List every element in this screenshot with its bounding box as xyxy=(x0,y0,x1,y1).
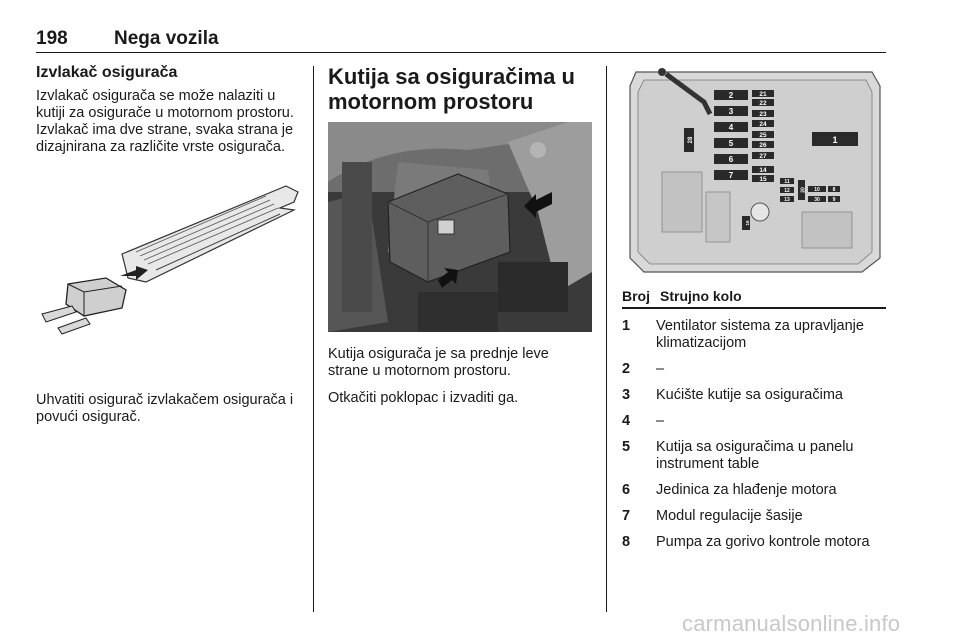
row-text: Kućište kutije sa osiguračima xyxy=(656,387,843,403)
fuse-label: 22 xyxy=(759,100,767,107)
fuse-label: 3 xyxy=(728,107,734,116)
fuse-label: 14 xyxy=(759,167,767,174)
fuse-label: 5 xyxy=(728,139,734,148)
fuse-label: 24 xyxy=(759,121,767,128)
fuse-label: 15 xyxy=(759,176,767,183)
column-header-number: Broj xyxy=(622,288,650,304)
column-fuse-assignment xyxy=(622,62,886,551)
row-number: 7 xyxy=(622,508,631,524)
fuse-box-diagram xyxy=(622,62,886,274)
fuse-label: 12 xyxy=(784,188,790,194)
fuse-label: 26 xyxy=(759,142,767,149)
column-divider xyxy=(313,66,314,612)
fuse-label: 13 xyxy=(784,197,790,203)
fuse-label: 21 xyxy=(759,91,767,98)
fuse-label: 9 xyxy=(832,197,836,203)
fuse-label: 23 xyxy=(759,111,767,118)
row-number: 6 xyxy=(622,482,631,498)
table-row xyxy=(622,534,886,551)
row-text: Jedinica za hlađenje motora xyxy=(656,482,837,498)
row-text: Pumpa za gorivo kontrole motora xyxy=(656,534,870,550)
fuse-label: 1 xyxy=(832,135,838,145)
watermark: carmanualsonline.info xyxy=(682,611,901,636)
fuse-label: 25 xyxy=(759,132,767,139)
fuse-label: 27 xyxy=(759,153,767,160)
fuse-extractor-illustration xyxy=(36,166,306,386)
paragraph: Kutija osigurača je sa prednje leve strane u motornom prostoru. xyxy=(328,346,549,379)
row-number: 1 xyxy=(622,318,631,334)
paragraph: Izvlakač osigurača se može nalaziti u kutiji za osigurače u motornom prostoru. Izvlakač ima dve strane, svaka strana je dizajnirana za različite vrste osigurača. xyxy=(36,88,294,155)
fuse-label: 28 xyxy=(688,136,694,144)
mini-fuse-icon xyxy=(42,278,126,334)
engine-compartment-photo xyxy=(328,122,592,332)
row-text: Modul regulacije šasije xyxy=(656,508,803,524)
fuse-label: 20 xyxy=(800,187,807,193)
table-row xyxy=(622,318,886,352)
table-row xyxy=(622,413,886,430)
column-divider xyxy=(606,66,607,612)
row-text: – xyxy=(656,361,665,377)
table-row xyxy=(622,439,886,473)
section-heading: Kutija sa osiguračima u motornom prostoru xyxy=(328,64,575,114)
paragraph: Otkačiti poklopac i izvaditi ga. xyxy=(328,390,519,406)
fuse-label: 7 xyxy=(728,171,734,180)
table-header xyxy=(622,288,886,309)
table-row xyxy=(622,361,886,378)
fuse-label: 6 xyxy=(728,155,734,164)
row-text: – xyxy=(656,413,665,429)
fuse-label: 4 xyxy=(728,123,734,132)
fuse-label: 2 xyxy=(728,91,734,100)
column-engine-fusebox xyxy=(328,62,592,417)
fuse-label: 16 xyxy=(745,220,750,226)
table-row xyxy=(622,482,886,499)
fuse-label: 10 xyxy=(814,187,820,193)
table-row xyxy=(622,508,886,525)
fastener-icon xyxy=(751,203,769,221)
row-number: 3 xyxy=(622,387,631,403)
table-row xyxy=(622,387,886,404)
row-text: Ventilator sistema za upravljanje klimatizacijom xyxy=(656,318,864,351)
section-heading: Izvlakač osigurača xyxy=(36,64,178,81)
column-fuse-extractor xyxy=(36,62,306,436)
fuse-label: 30 xyxy=(814,197,820,203)
row-number: 4 xyxy=(622,413,631,429)
page-header xyxy=(36,24,886,53)
column-header-circuit: Strujno kolo xyxy=(660,288,742,304)
row-number: 2 xyxy=(622,361,631,377)
cable-icon xyxy=(658,68,666,76)
chapter-title: Nega vozila xyxy=(114,28,219,49)
fuse-label: 8 xyxy=(832,187,836,193)
row-number: 8 xyxy=(622,534,631,550)
page-number: 198 xyxy=(36,28,68,49)
row-text: Kutija sa osiguračima u panelu instrument table xyxy=(656,439,854,472)
paragraph: Uhvatiti osigurač izvlakačem osigurača i povući osigurač. xyxy=(36,392,294,425)
fuse-label: 11 xyxy=(784,179,790,185)
row-number: 5 xyxy=(622,439,631,455)
